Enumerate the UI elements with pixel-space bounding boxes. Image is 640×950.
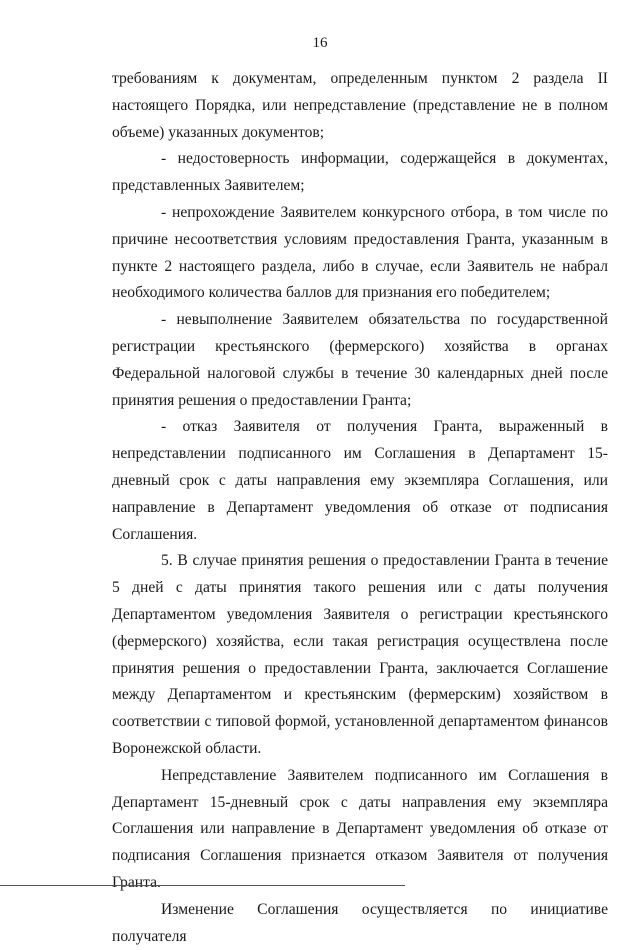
paragraph: Непредставление Заявителем подписанного им Соглашения в Департамент 15-дневный срок с даты направления ему экземпляра Соглашения или направление в Департамент уведомления об отказе от подписания Соглашения признается отказом Заявителя от получения Гранта. xyxy=(112,766,608,891)
paragraph-clause-5: 5. В случае принятия решения о предоставлении Гранта в течение 5 дней с даты принятия такого решения или с даты получения Департаментом уведомления Заявителя о регистрации крестьянского (фермерского) хозяйства, если такая регистрация осуществлена после принятия решения о предоставлении Гранта, заключается Соглашение между Департаментом и крестьянским (фермерским) хозяйством в соответствии с типовой формой, установленной департаментом финансов Воронежской области. xyxy=(112,552,608,757)
paragraph-item: - отказ Заявителя от получения Гранта, выраженный в непредставлении подписанного им Соглашения в Департамент 15-дневный срок с даты направления ему экземпляра Соглашения, или направление в Департамент уведомления об отказе от подписания Соглашения. xyxy=(112,418,608,543)
paragraph-item: - непрохождение Заявителем конкурсного отбора, в том числе по причине несоответствия условиям предоставления Гранта, указанным в пункте 2 настоящего раздела, либо в случае, если Заявитель не набрал необходимого количества баллов для признания его победителем; xyxy=(112,203,608,302)
paragraph-item: - недостоверность информации, содержащейся в документах, представленных Заявителем; xyxy=(112,150,608,195)
paragraph-continuation: требованиям к документам, определенным пунктом 2 раздела II настоящего Порядка, или непредставление (представление не в полном объеме) указанных документов; xyxy=(112,70,608,141)
footer-rule xyxy=(0,885,405,886)
paragraph: Изменение Соглашения осуществляется по инициативе получателя xyxy=(112,900,608,945)
page-number: 16 xyxy=(312,35,328,51)
document-body xyxy=(112,66,608,950)
paragraph-item: - невыполнение Заявителем обязательства по государственной регистрации крестьянского (фермерского) хозяйства в органах Федеральной налоговой службы в течение 30 календарных дней после принятия решения о предоставлении Гранта; xyxy=(112,311,608,409)
